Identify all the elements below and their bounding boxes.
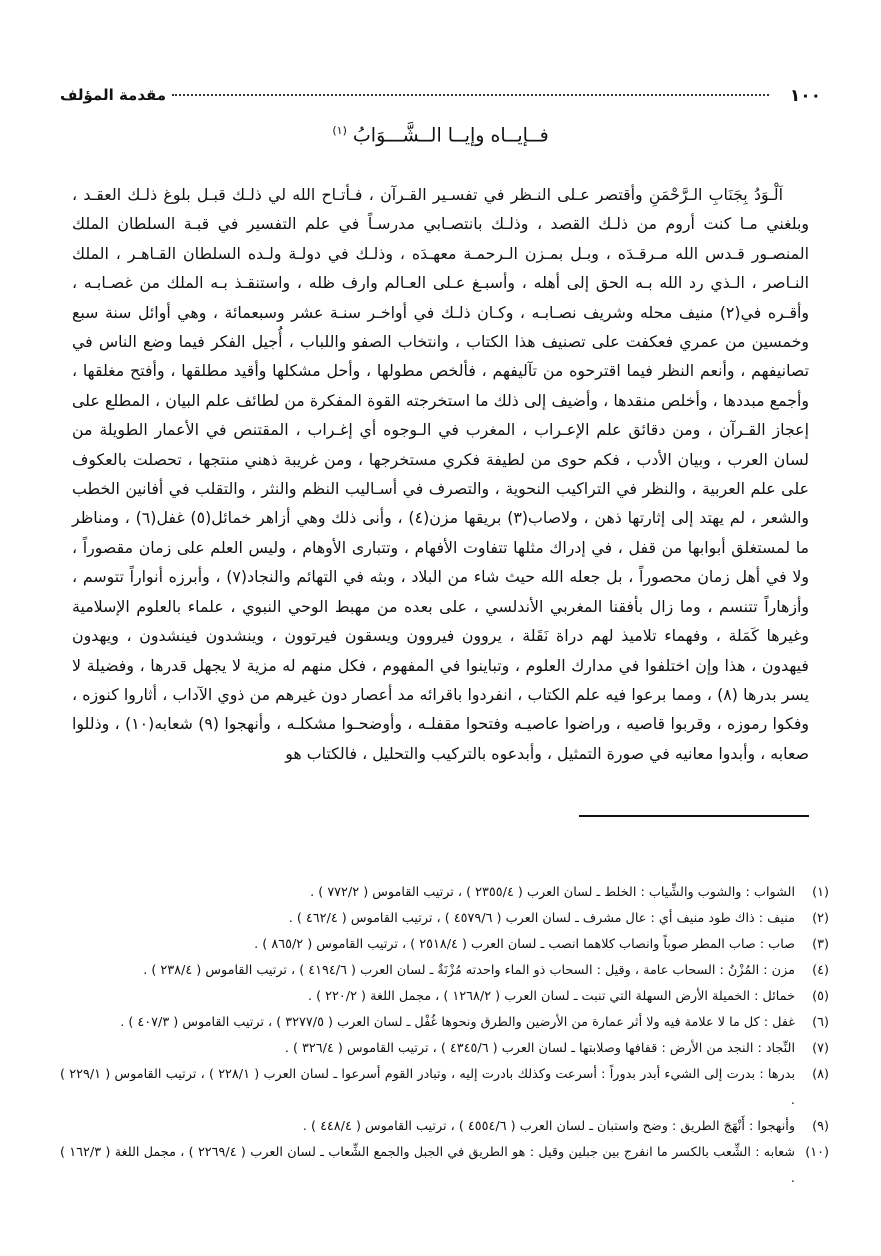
body-line: بمـزن الـرحمـة معهـدَه ، وذلـك في دولـة ولـده السلطان القـاهـر ، الملك النـاصر ، الـذي رد الله بـه الحق إلى أهله ، وأسبـغ عـلى (72, 243, 809, 293)
body-line: اَلْـوَدُ بِجَنَابِ الـرَّحْمَنِ وأقتصر عـلى النـظر في تفسـير القـرآن ، فـأتـاح الله لي ذلـك قبـل بلوغ ذلـك العقـد ، وبلغني مـا (72, 185, 809, 234)
footnote-text: منيف : ذاك طود منيف أي : عال مشرف ـ لسان العرب ( ٤٥٧٩/٦ ) ، ترتيب القاموس ( ٤٦٢/٤ ) . (288, 911, 795, 926)
verse-footnote-ref: (١) (332, 124, 347, 137)
body-line: وسبعمائة ، وهي أوائل سنة سبع وخمسين من عمري فعكفت على تصنيف هذا الكتاب ، وانتخاب الصفو واللباب ، (72, 302, 809, 352)
body-paragraph (72, 180, 809, 768)
leader-dots (172, 94, 769, 96)
footnote-number: (٤) (812, 963, 829, 978)
footnote-number: (٢) (812, 911, 829, 926)
footnote (60, 1140, 829, 1192)
footnote-number: (٣) (812, 937, 829, 952)
body-line: ذهني منتجها ، تحصلت بالعكوف على علم العربية ، والنظر في التراكيب النحوية ، والتصرف في أسـاليب النظم (72, 449, 809, 499)
body-line: النبوي ، علماء بالعلوم الإسلامية وغيرها كَمَلة ، وفهماء تلاميذ لهم دراة نَقَلة ، يروون فيروون ويسقون فيرتوون ، (72, 596, 809, 646)
body-line: لا يجهل قدرها ، وفضيلة لا يسر بدرها (٨) ، ومما برعوا فيه علم الكتاب ، انفردوا باقرائه مد أعصار دون غيرهم من (72, 655, 809, 704)
footnote (60, 880, 829, 906)
body-line: أُجيل الفكر فيما وضع الناس في تصانيفهم ، وأنعم النظر فيما اقترحوه من تآليفهم ، فألخص مطولها ، وأحل مشكلها (72, 332, 809, 381)
body-line: وأقيد مطلقها ، وأفتح مغلقها ، وأجمع مبددها ، وأخلص منقدها ، وأضيف إلى ذلك ما استخرجته القوة المفكرة من (72, 361, 809, 410)
footnote-text: مزن : المُزْنُ : السحاب عامة ، وقيل : السحاب ذو الماء واحدته مُزْنَةٌ ـ لسان العرب ( ٤١٩٤/٦ ) ، ترتيب القاموس ( ٢٣٨/٤ ) . (143, 963, 795, 978)
footnote (60, 1114, 829, 1140)
main-text (72, 180, 809, 768)
verse-line (0, 124, 881, 146)
footnote-text: خمائل : الخميلة الأرض السهلة التي تنبت ـ لسان العرب ( ١٢٦٨/٢ ) ، مجمل اللغة ( ٢٢٠/٢ ) . (307, 989, 795, 1004)
footnote-text: غفل : كل ما لا علامة فيه ولا أثر عمارة من الأرضين والطرق ونحوها غُفْل ـ لسان العرب ( ٣٢٧٧/٥ ) ، ترتيب القاموس ( ٤٠٧/٣ ) . (120, 1015, 795, 1030)
footnote-number: (١) (812, 885, 829, 900)
footnote-separator (579, 815, 809, 817)
page-number: ١٠٠ (789, 86, 821, 106)
running-header (60, 86, 821, 112)
body-line: لطائف علم البيان ، المطلع على إعجاز القـرآن ، ومن دقائق علم الإعـراب ، المغرب في الـوجوه أي إغـراب ، (72, 390, 809, 440)
footnote-text: النِّجاد : النجد من الأرض : قفافها وصلابتها ـ لسان العرب ( ٤٣٤٥/٦ ) ، ترتيب القاموس ( ٣٢٦/٤ ) . (284, 1041, 795, 1056)
footnote-text: بدرها : بدرت إلى الشيء أبدر بدوراً : أسرعت وكذلك بادرت إليه ، وتبادر القوم أسرعوا ـ لسان العرب ( ٢٢٨/١ ) ، ترتيب القاموس ( ٢٢٩/١ ) . (60, 1067, 796, 1108)
body-line: وينشدون فينشدون ، ويهدون فيهدون ، هذا وإن اختلفوا في مدارك العلوم ، وتباينوا في المفهوم ، فكل منهم له مزية (72, 626, 809, 675)
body-line: ذوي الآداب ، أثاروا كنوزه ، وفكوا رموزه ، وقربوا قاصيه ، وراضوا عاصيـه وفتحوا مقفلـه ، وأوضحـوا مشكلـه ، (72, 684, 809, 734)
body-line: والنجاد(٧) ، وأبرزه أنواراً تتوسم ، وأزهاراً تتنسم ، وما زال بأفقنا المغربي الأندلسي ، على بعده من مهبط الوحي (72, 567, 809, 616)
section-title: مقدمة المؤلف (60, 86, 167, 104)
verse-text: فــإيــاه وإيــا الــشَّـــوَابُ (352, 124, 549, 147)
footnote (60, 906, 829, 932)
footnote (60, 1036, 829, 1062)
body-line: وليس العلم على زمان مقصوراً ، ولا في أهل زمان محصوراً ، بل جعله الله حيث شاء من البلاد ، وبثه في التهائم (72, 537, 809, 587)
body-line: العـالم وارف ظله ، واستنقـذ بـه الملك من غصـابـه ، وأقـره في(٢) منيف محله وشريف نصـابـه ، وكـان ذلـك في أواخـر سنـة عشر (72, 273, 810, 322)
footnote-number: (٥) (812, 989, 829, 1004)
footnotes (60, 880, 829, 1192)
footnote (60, 1062, 829, 1114)
footnote-number: (١٠) (805, 1145, 829, 1160)
footnote (60, 1010, 829, 1036)
footnote-number: (٦) (812, 1015, 829, 1030)
body-line: كنت أروم من ذلـك القصد ، وذلـك بانتصـابي مدرسـاً في علم التفسير في قبـة السلطان الملك المنصـور قـدس الله مـرقـدَه ، وبـل (72, 214, 809, 263)
footnote-text: صاب : صاب المطر صوباً وانصاب كلاهما انصب ـ لسان العرب ( ٢٥١٨/٤ ) ، ترتيب القاموس ( ٨٦٥/٢ ) . (254, 937, 795, 952)
footnote (60, 932, 829, 958)
footnote-number: (٧) (812, 1041, 829, 1056)
body-line: والنثر ، والتقلب في أفانين الخطب والشعر ، لم يهتد إلى إثارتها ذهن ، ولاصاب(٣) بريقها مزن(٤) ، وأنى ذلك وهي (72, 479, 809, 528)
body-line: المقتنص في الأعمار الطويلة من لسان العرب ، وبيان الأدب ، فكم حوى من لطيفة فكري مستخرجها ، ومن غريبة (72, 420, 809, 469)
footnote-text: وأنهجوا : أَنْهَجَ الطريق : وضح واستبان ـ لسان العرب ( ٤٥٥٤/٦ ) ، ترتيب القاموس ( ٤٤٨/٤ ) . (302, 1119, 795, 1134)
footnote-text: الشواب : والشوب والشِّياب : الخلط ـ لسان العرب ( ٢٣٥٥/٤ ) ، ترتيب القاموس ( ٧٧٢/٢ ) . (310, 885, 795, 900)
footnote (60, 958, 829, 984)
body-line: أزاهر خمائل(٥) غفل(٦) ، ومناظر ما لمستغلق أبوابها من قفل ، في إدراك مثلها تتفاوت الأفهام ، وتتبارى الأوهام ، (72, 508, 809, 557)
footnote-number: (٨) (812, 1067, 829, 1082)
body-line: وأنهجوا (٩) شعابه(١٠) ، وذللوا صعابه ، وأبدوا معانيه في صورة التمثيل ، وأبدعوه بالتركيب والتحليل ، فالكتاب هو (72, 714, 809, 763)
footnote-number: (٩) (812, 1119, 829, 1134)
footnote (60, 984, 829, 1010)
footnote-text: شعابه : الشِّعب بالكسر ما انفرج بين جبلين وقيل : هو الطريق في الجبل والجمع الشِّعاب ـ لسان العرب ( ٢٢٦٩/٤ ) ، مجمل اللغة ( ١٦٢/٣ ) . (60, 1145, 796, 1186)
